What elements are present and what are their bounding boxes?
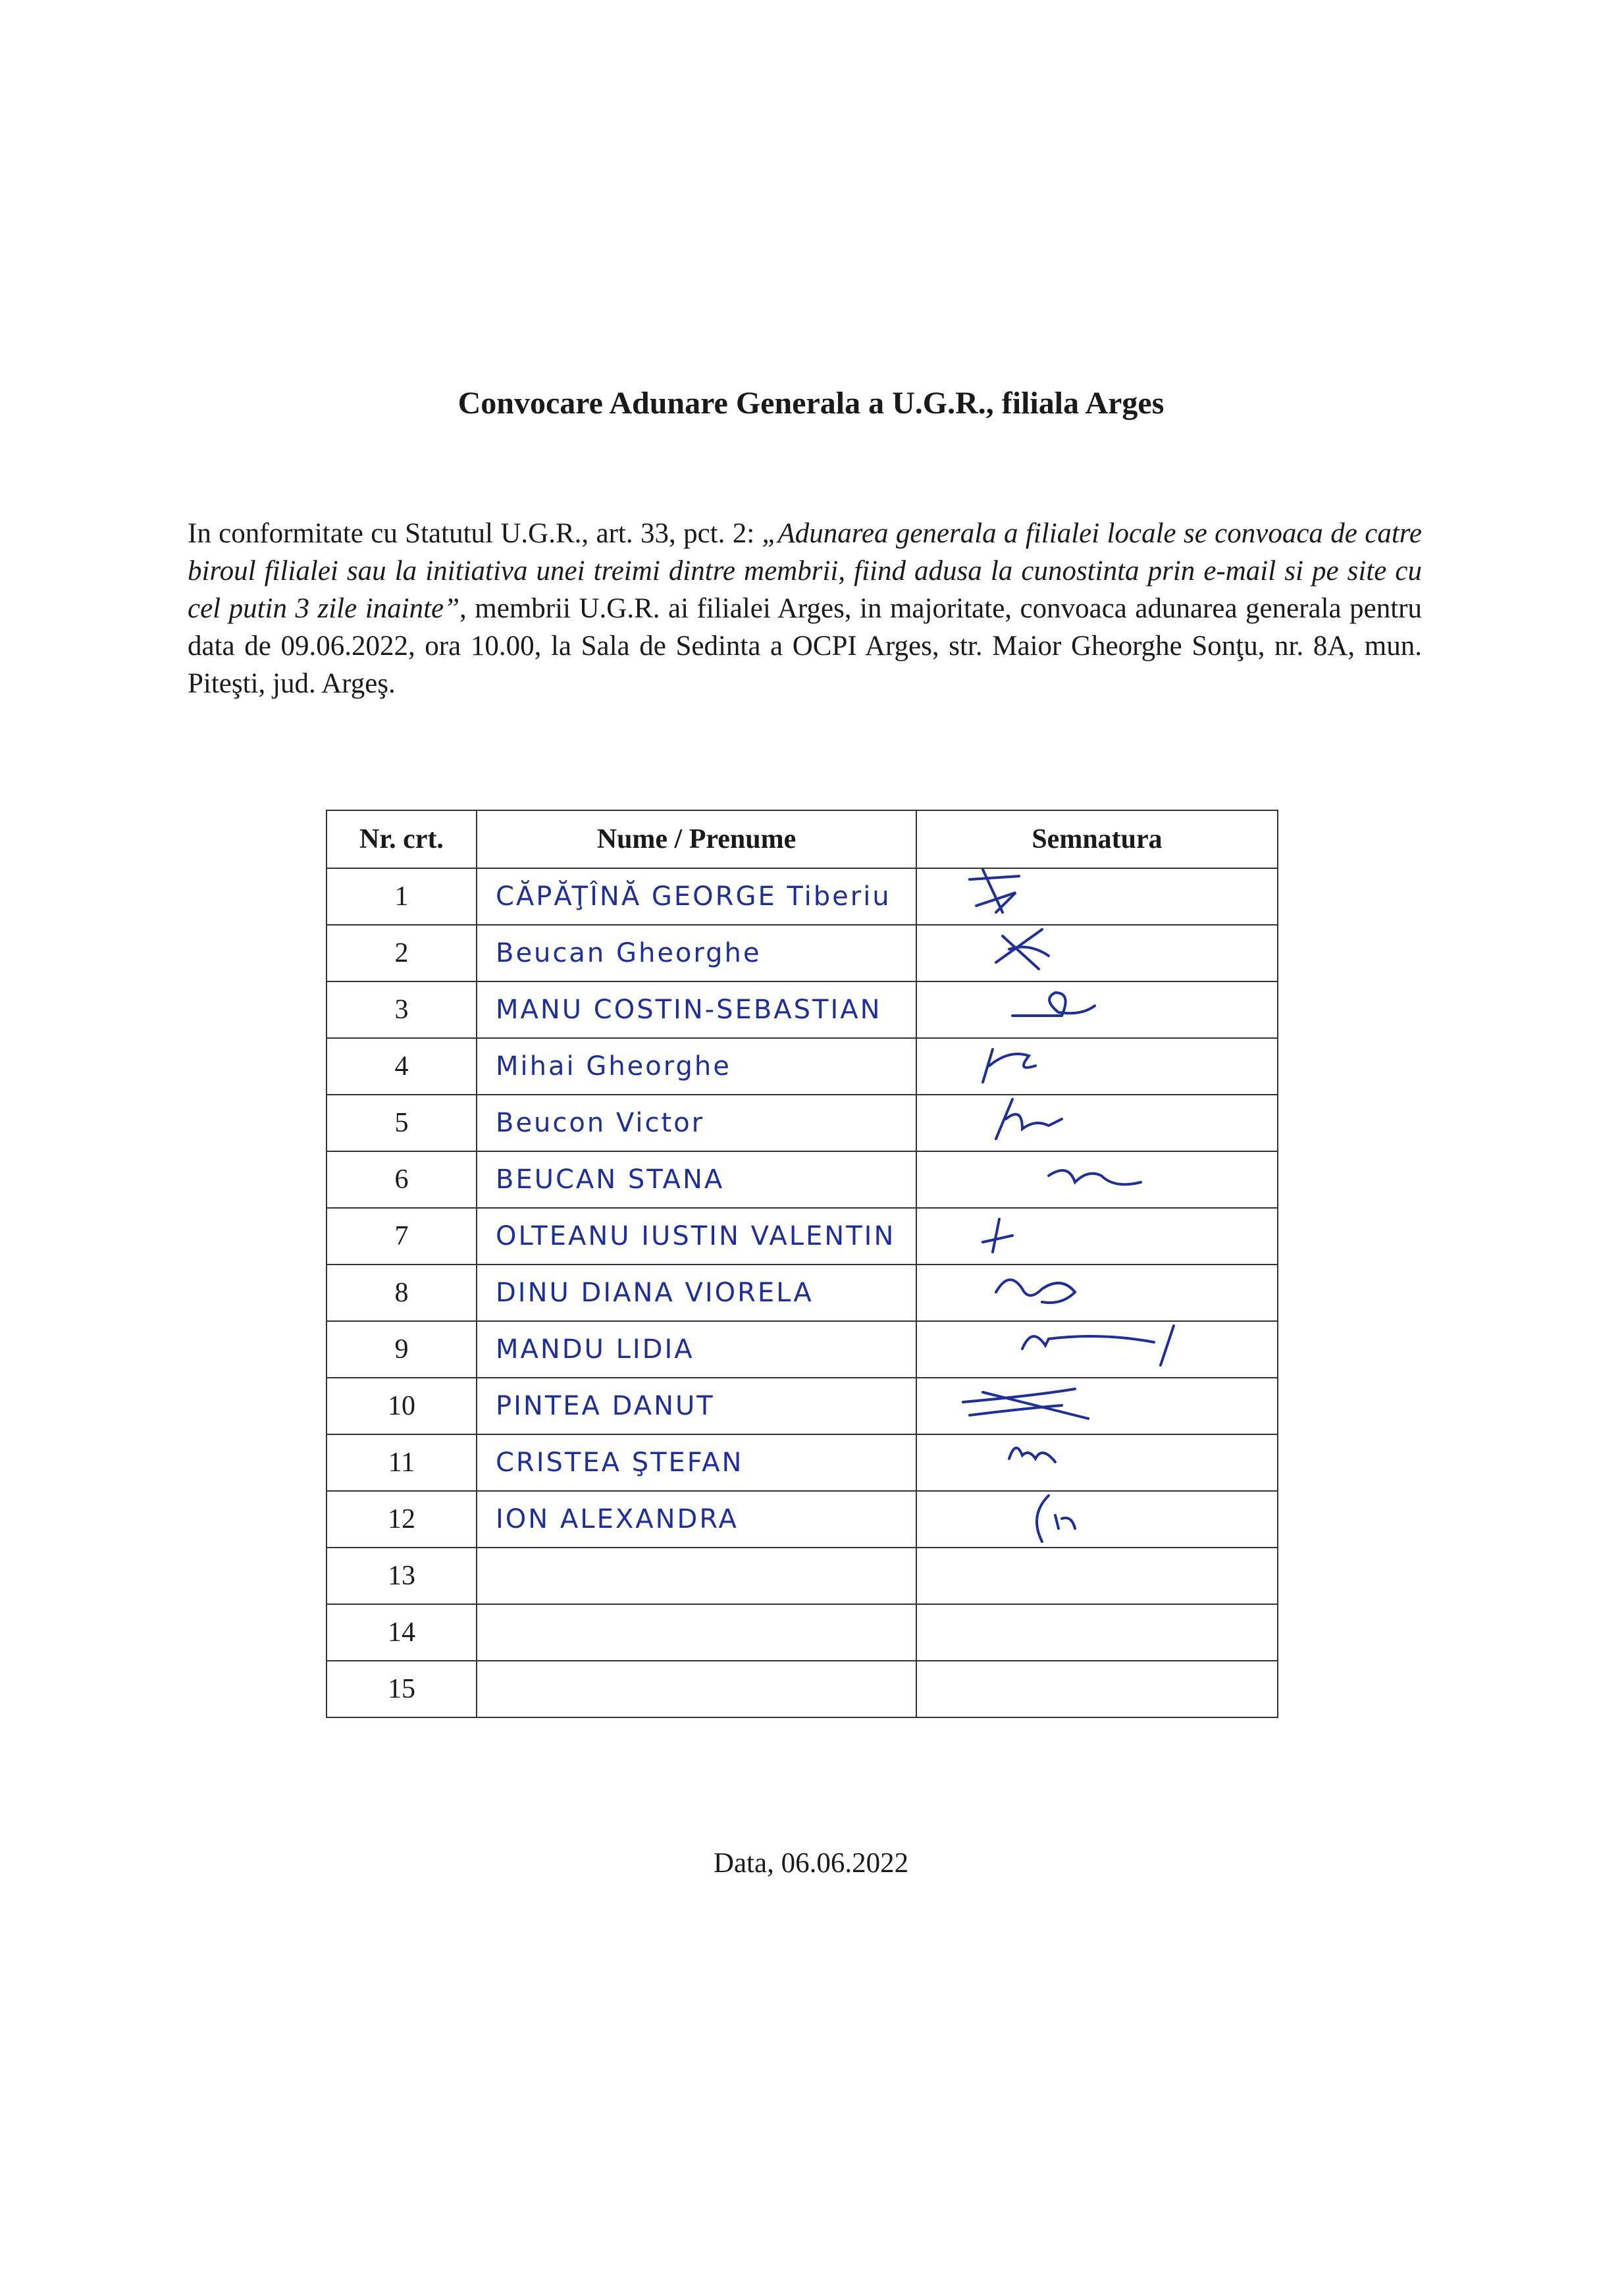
table-row [327,1151,1278,1208]
row-number: 15 [327,1661,477,1717]
signature-cell [916,1378,1278,1434]
row-number: 14 [327,1604,477,1661]
member-name: ION ALEXANDRA [477,1491,916,1548]
convocation-paragraph [188,515,1422,702]
table-row [327,1434,1278,1491]
signature-cell [916,1548,1278,1604]
table-row [327,1491,1278,1548]
table-row [327,1208,1278,1265]
handwritten-signature [1009,1149,1180,1209]
header-name: Nume / Prenume [477,810,916,868]
signature-cell [916,1661,1278,1717]
row-number: 3 [327,981,477,1038]
handwritten-signature [983,1263,1154,1322]
table-row [327,1321,1278,1378]
handwritten-signature [956,866,1128,926]
member-name: MANU COSTIN-SEBASTIAN [477,981,916,1038]
signature-cell [916,981,1278,1038]
header-nr: Nr. crt. [327,810,477,868]
member-name: Mihai Gheorghe [477,1038,916,1095]
table-row [327,925,1278,981]
handwritten-signature [983,1432,1154,1492]
row-number: 7 [327,1208,477,1265]
handwritten-signature [956,1036,1128,1095]
row-number: 10 [327,1378,477,1434]
handwritten-signature [956,1206,1128,1265]
signature-cell [916,1208,1278,1265]
handwritten-signature [956,1376,1128,1435]
table-row [327,1378,1278,1434]
member-name: OLTEANU IUSTIN VALENTIN [477,1208,916,1265]
signature-cell [916,868,1278,925]
row-number: 9 [327,1321,477,1378]
intro-tail: , membrii U.G.R. ai filialei Arges, in majoritate, convoaca adunarea generala pentru data de 09.06.2022, ora 10.00, la Sala de Sedinta a OCPI Arges, str. Maior Gheorghe Sonţu, nr. 8A, mun. Piteşti, jud. Argeş. [188,593,1422,699]
document-title: Convocare Adunare Generala a U.G.R., filiala Arges [458,386,1164,421]
member-name [477,1604,916,1661]
table-header-row [327,810,1278,868]
table-row [327,1548,1278,1604]
handwritten-signature [983,1093,1154,1152]
row-number: 13 [327,1548,477,1604]
table-row [327,1661,1278,1717]
signature-cell [916,1434,1278,1491]
statute-quote: „Adunarea generala a filialei locale se convoaca de catre biroul filialei sau la initiativa unei treimi dintre membrii, fiind adusa la cunostinta prin e-mail si pe site cu cel putin 3 zile inainte” [188,518,1422,624]
signature-cell [916,1265,1278,1321]
signature-cell [916,1151,1278,1208]
header-signature: Semnatura [916,810,1278,868]
member-name: BEUCAN STANA [477,1151,916,1208]
signature-cell [916,1095,1278,1151]
table-row [327,1265,1278,1321]
signature-cell [916,1038,1278,1095]
table-row [327,981,1278,1038]
row-number: 5 [327,1095,477,1151]
row-number: 12 [327,1491,477,1548]
member-name: CĂPĂŢÎNĂ GEORGE Tiberiu [477,868,916,925]
row-number: 11 [327,1434,477,1491]
member-name [477,1548,916,1604]
member-name: DINU DIANA VIORELA [477,1265,916,1321]
member-name: Beucan Gheorghe [477,925,916,981]
table-row [327,868,1278,925]
handwritten-signature [1009,979,1180,1039]
row-number: 4 [327,1038,477,1095]
table-row [327,1038,1278,1095]
member-name [477,1661,916,1717]
document-date: Data, 06.06.2022 [713,1848,909,1879]
handwritten-signature [1009,1489,1180,1548]
signature-cell [916,925,1278,981]
signature-table [326,810,1278,1718]
row-number: 2 [327,925,477,981]
handwritten-signature [1009,1319,1180,1378]
member-name: CRISTEA ŞTEFAN [477,1434,916,1491]
signature-cell [916,1321,1278,1378]
row-number: 1 [327,868,477,925]
member-name: PINTEA DANUT [477,1378,916,1434]
row-number: 6 [327,1151,477,1208]
table-row [327,1604,1278,1661]
member-name: MANDU LIDIA [477,1321,916,1378]
signature-cell [916,1604,1278,1661]
intro-lead: In conformitate cu Statutul U.G.R., art. 33, pct. 2: [188,518,762,549]
table-row [327,1095,1278,1151]
handwritten-signature [983,923,1154,982]
member-name: Beucon Victor [477,1095,916,1151]
signature-cell [916,1491,1278,1548]
row-number: 8 [327,1265,477,1321]
